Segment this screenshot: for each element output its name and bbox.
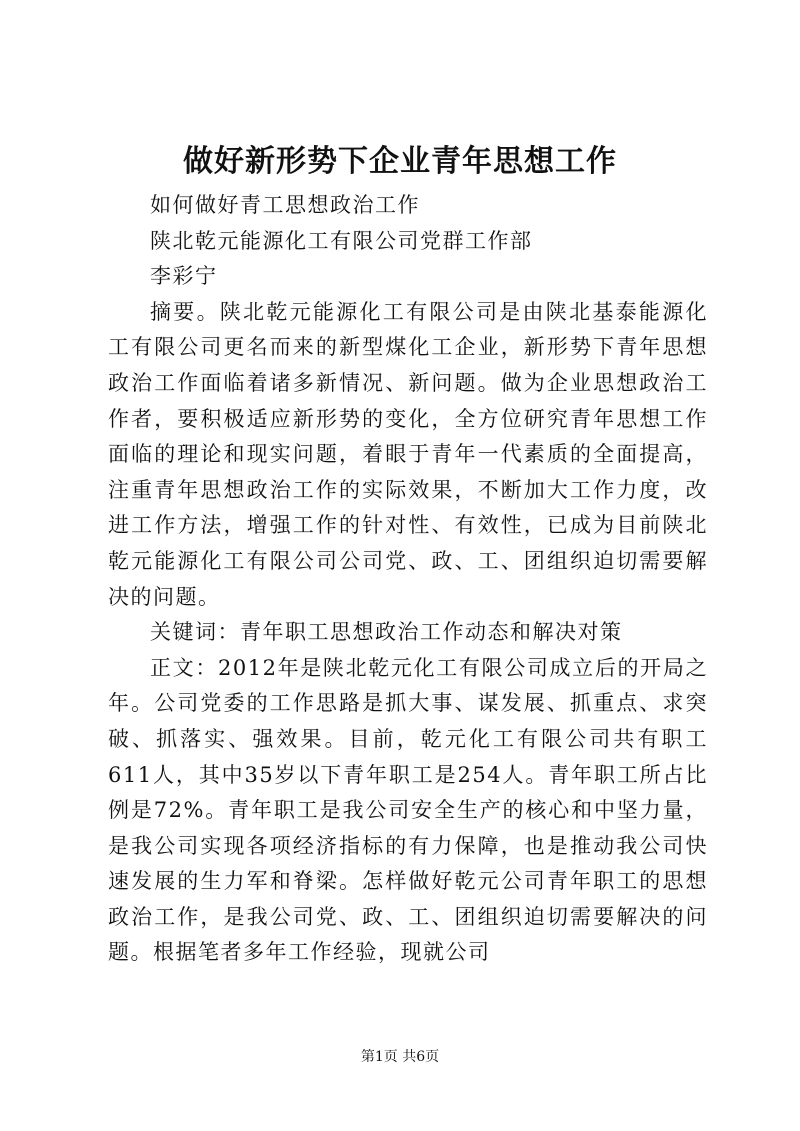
subtitle-paragraph: 如何做好青工思想政治工作 xyxy=(150,193,420,217)
page-number-footer: 第1页 共6页 xyxy=(360,1049,440,1065)
author-paragraph: 李彩宁 xyxy=(150,264,218,289)
document-body xyxy=(108,188,708,971)
document-title: 做好新形势下企业青年思想工作 xyxy=(183,144,617,179)
main-text-paragraph: 正文：2012年是陕北乾元化工有限公司成立后的开局之年。公司党委的工作思路是抓大事、谋发展、抓重点、求突破、抓落实、强效果。目前，乾元化工有限公司共有职工611人，其中35岁以下青年职工是254人。青年职工所占比例是72%。青年职工是我公司安全生产的核心和中坚力量，是我公司实现各项经济指标的有力保障，也是推动我公司快速发展的生力军和脊梁。怎样做好乾元公司青年职工的思想政治工作，是我公司党、政、工、团组织迫切需要解决的问题。根据笔者多年工作经验，现就公司 xyxy=(108,655,708,965)
abstract-paragraph: 摘要。陕北乾元能源化工有限公司是由陕北基泰能源化工有限公司更名而来的新型煤化工企业，新形势下青年思想政治工作面临着诸多新情况、新问题。做为企业思想政治工作者，要积极适应新形势的变化，全方位研究青年思想工作面临的理论和现实问题，着眼于青年一代素质的全面提高，注重青年思想政治工作的实际效果，不断加大工作力度，改进工作方法，增强工作的针对性、有效性，已成为目前陕北乾元能源化工有限公司公司党、政、工、团组织迫切需要解决的问题。 xyxy=(108,299,708,609)
keywords-paragraph: 关键词：青年职工思想政治工作动态和解决对策 xyxy=(150,620,623,645)
organization-paragraph: 陕北乾元能源化工有限公司党群工作部 xyxy=(150,228,533,253)
